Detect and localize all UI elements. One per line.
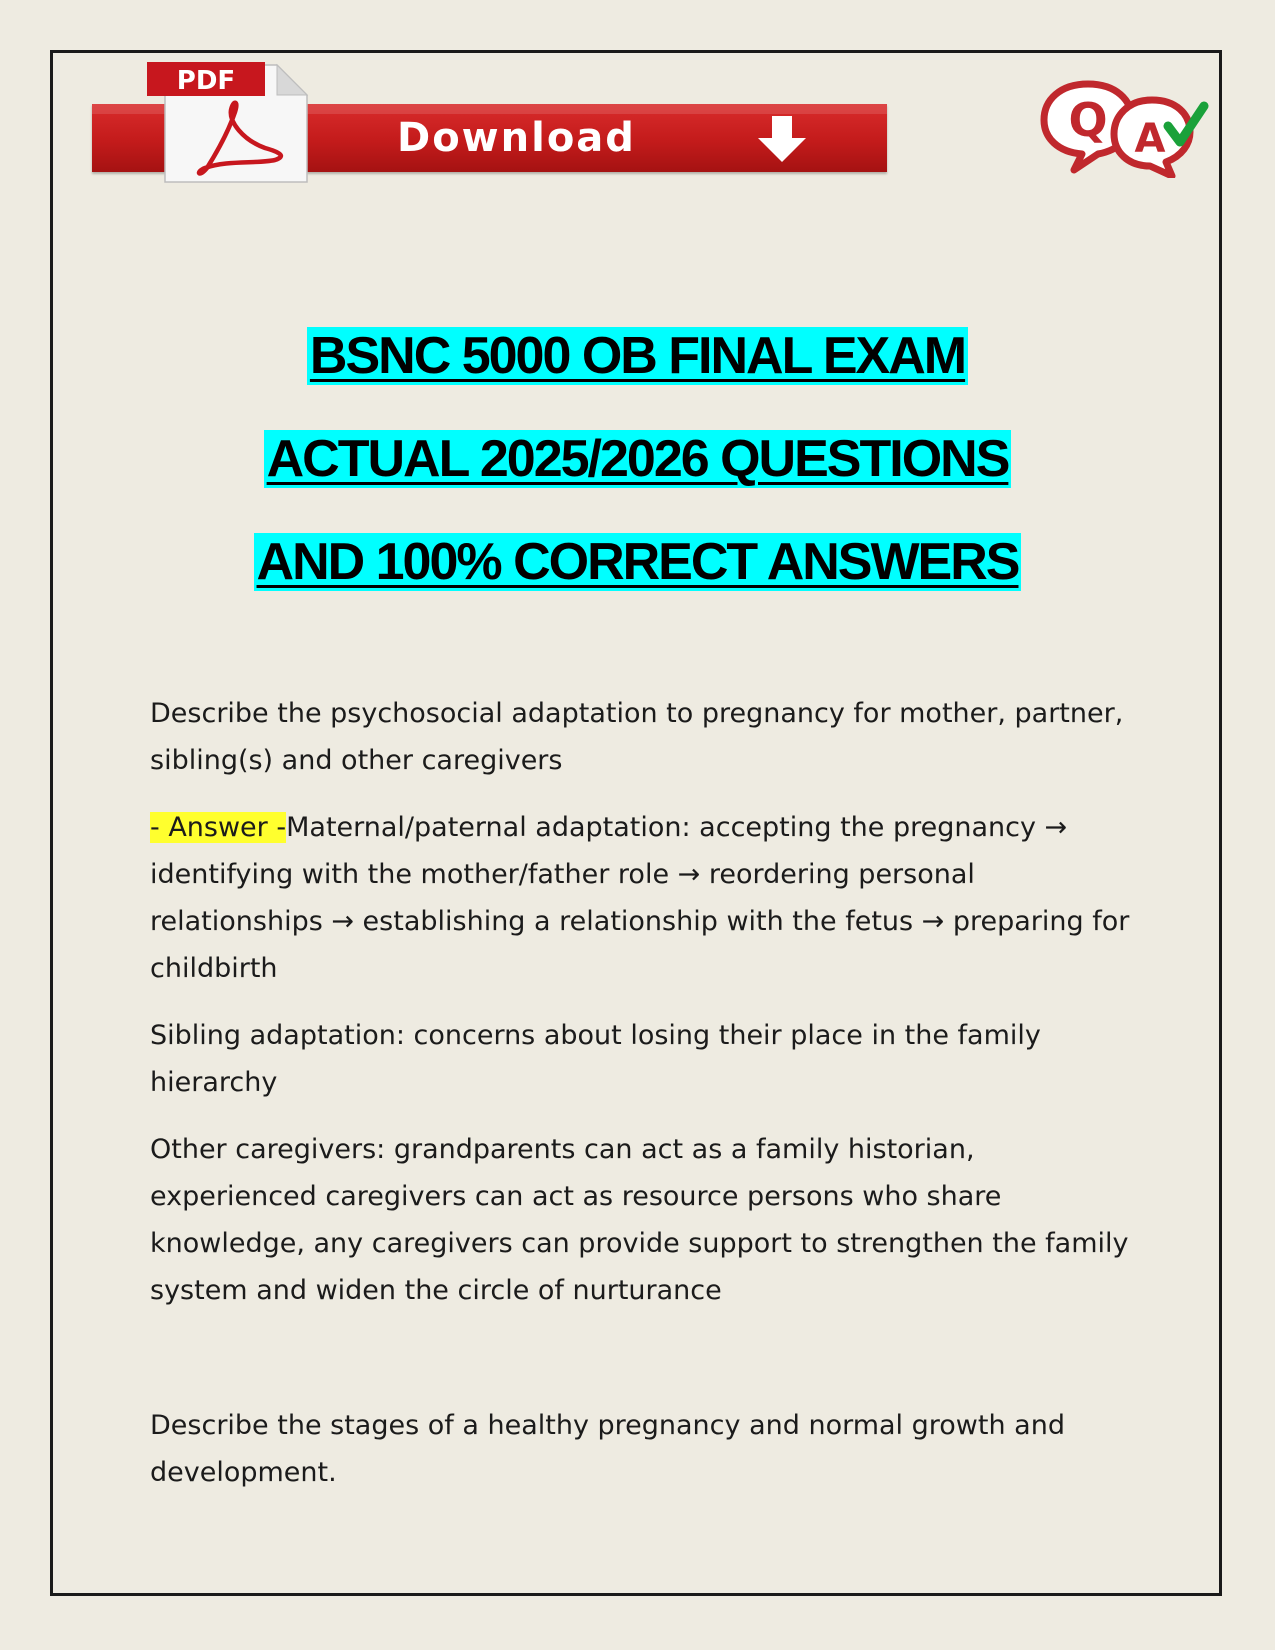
title-line-1 — [0, 305, 1275, 408]
title-line-3 — [0, 511, 1275, 614]
down-arrow-icon — [756, 114, 808, 164]
answer-1-maternal — [150, 804, 1140, 992]
acrobat-pdf-icon — [147, 60, 322, 185]
logo-a: A — [1134, 116, 1166, 162]
answer-label: - Answer - — [150, 812, 287, 843]
document-body — [150, 690, 1140, 1516]
pdf-label: PDF — [176, 66, 236, 96]
logo-q: Q — [1068, 93, 1108, 147]
title-line-3-text: AND 100% CORRECT ANSWERS — [254, 533, 1022, 591]
answer-1-caregivers: Other caregivers: grandparents can act as a family historian, experienced caregivers can act as resource persons who share knowledge, any caregivers can provide support to strengthen the family system and widen the circle of nurturance — [150, 1134, 1129, 1306]
question-1: Describe the psychosocial adaptation to pregnancy for mother, partner, sibling(s) and other caregivers — [150, 698, 1124, 776]
title-line-2-text: ACTUAL 2025/2026 QUESTIONS — [264, 430, 1012, 488]
answer-1-maternal-text: Maternal/paternal adaptation: accepting the pregnancy → identifying with the mother/father role → reordering personal relationships → establishing a relationship with the fetus → preparing for childbirth — [150, 812, 1130, 984]
download-label: Download — [397, 115, 636, 161]
qa-logo — [1040, 78, 1210, 178]
question-2: Describe the stages of a healthy pregnancy and normal growth and development. — [150, 1410, 1065, 1488]
answer-1-sibling: Sibling adaptation: concerns about losing their place in the family hierarchy — [150, 1020, 1041, 1098]
title-line-2 — [0, 408, 1275, 511]
title-line-1-text: BSNC 5000 OB FINAL EXAM — [307, 327, 968, 385]
document-title — [0, 305, 1275, 614]
pdf-download-banner[interactable] — [92, 60, 887, 185]
